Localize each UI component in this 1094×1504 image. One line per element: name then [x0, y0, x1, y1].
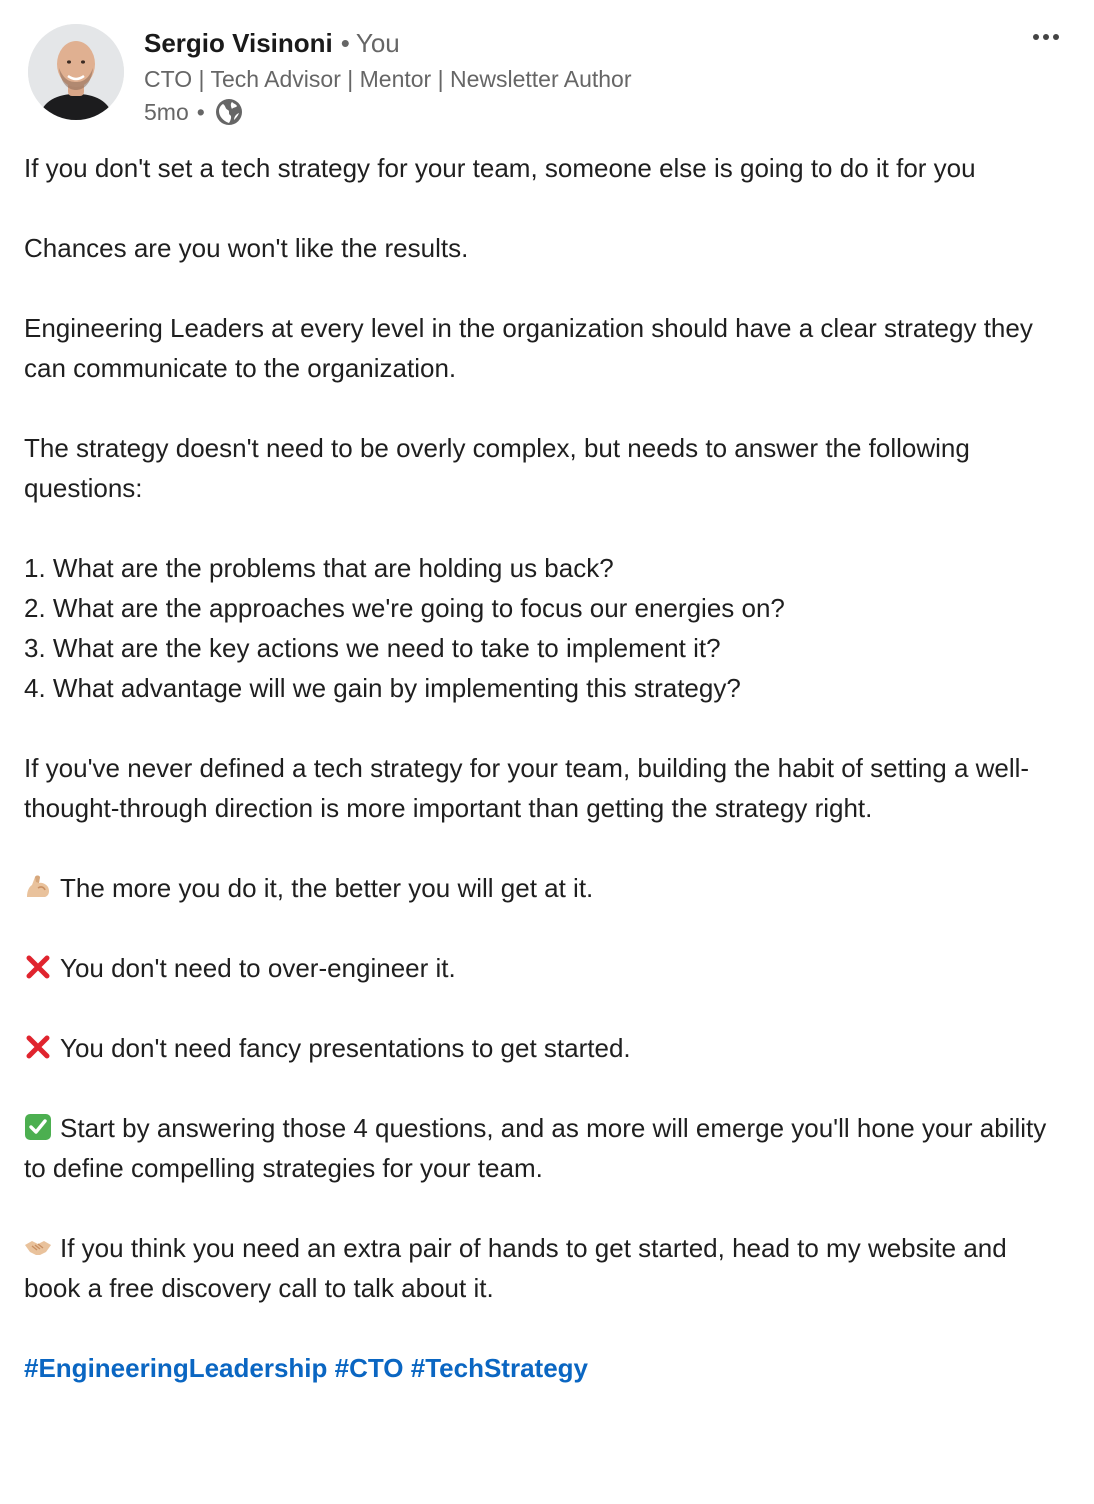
cross-mark-icon: [24, 952, 52, 980]
point-text: You don't need fancy presentations to get started.: [60, 1033, 631, 1063]
point-text: You don't need to over-engineer it.: [60, 953, 456, 983]
post-timestamp[interactable]: 5mo: [144, 98, 189, 125]
post-meta: [144, 98, 243, 126]
post-header: [0, 0, 1094, 140]
author-headline: CTO | Tech Advisor | Mentor | Newsletter Author: [144, 66, 632, 92]
post-paragraph: Engineering Leaders at every level in the organization should have a clear strategy they can communicate to the organization.: [24, 313, 1033, 383]
list-item: 2. What are the approaches we're going to focus our energies on?: [24, 593, 785, 623]
point-item: [24, 868, 1064, 908]
avatar-photo: [28, 24, 124, 120]
handshake-icon: [24, 1232, 52, 1260]
separator-dot: •: [196, 98, 205, 125]
cross-mark-icon: [24, 1032, 52, 1060]
list-item: 3. What are the key actions we need to take to implement it?: [24, 633, 721, 663]
point-item: [24, 948, 1064, 988]
point-item: [24, 1228, 1064, 1308]
hashtags: [24, 1348, 1064, 1388]
hashtag-tech-strategy[interactable]: #TechStrategy: [410, 1353, 589, 1383]
separator-dot: •: [340, 28, 350, 58]
list-item: 4. What advantage will we gain by implementing this strategy?: [24, 673, 741, 703]
author-name-line: [144, 28, 400, 59]
globe-icon: [215, 98, 243, 126]
post-paragraph: The strategy doesn't need to be overly complex, but needs to answer the following questions:: [24, 433, 970, 503]
point-text: The more you do it, the better you will get at it.: [60, 873, 594, 903]
more-options-button[interactable]: [1024, 22, 1068, 52]
check-mark-icon: [24, 1112, 52, 1140]
point-text: Start by answering those 4 questions, and as more will emerge you'll hone your ability to define compelling strategies for your team.: [24, 1113, 1047, 1183]
post-paragraph: If you don't set a tech strategy for your team, someone else is going to do it for you: [24, 153, 976, 183]
author-name[interactable]: Sergio Visinoni: [144, 28, 333, 58]
post-paragraph: If you've never defined a tech strategy for your team, building the habit of setting a well-thought-through direction is more important than getting the strategy right.: [24, 753, 1030, 823]
ellipsis-icon: [1031, 32, 1061, 42]
hashtag-engineering-leadership[interactable]: #EngineeringLeadership: [24, 1353, 328, 1383]
point-item: [24, 1108, 1064, 1188]
author-relation: You: [355, 28, 400, 58]
flexed-biceps-icon: [24, 872, 52, 900]
list-item: 1. What are the problems that are holding us back?: [24, 553, 614, 583]
post-body: [24, 148, 1064, 1388]
questions-list: [24, 548, 1064, 708]
hashtag-cto[interactable]: #CTO: [334, 1353, 404, 1383]
avatar[interactable]: [28, 24, 124, 120]
point-item: [24, 1028, 1064, 1068]
post-paragraph: Chances are you won't like the results.: [24, 233, 469, 263]
point-text: If you think you need an extra pair of hands to get started, head to my website and book a free discovery call to talk about it.: [24, 1233, 1007, 1303]
